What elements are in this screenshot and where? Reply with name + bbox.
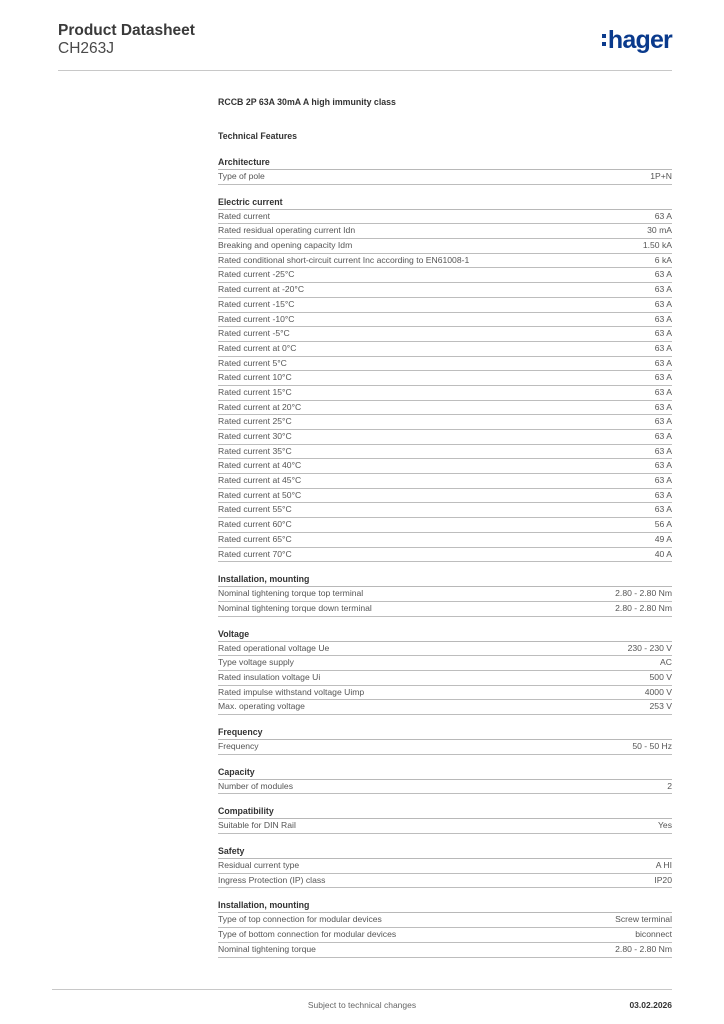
- feature-value: 40 A: [654, 548, 672, 559]
- section-title: Electric current: [218, 195, 672, 210]
- feature-value: 1.50 kA: [642, 240, 672, 251]
- feature-row: [218, 327, 672, 342]
- page-footer: [52, 989, 672, 1020]
- feature-label: Max. operating voltage: [218, 701, 305, 712]
- feature-label: Rated current 55°C: [218, 504, 292, 515]
- feature-label: Rated current 70°C: [218, 548, 292, 559]
- section-title: Voltage: [218, 627, 672, 642]
- feature-row: [218, 819, 672, 834]
- feature-value: 50 - 50 Hz: [632, 741, 672, 751]
- feature-label: Rated insulation voltage Ui: [218, 671, 321, 682]
- feature-value: 63 A: [654, 313, 672, 324]
- feature-section: [218, 765, 672, 795]
- feature-section: [218, 195, 672, 563]
- feature-sections: [218, 155, 672, 958]
- feature-label: Rated current at 40°C: [218, 460, 302, 471]
- feature-label: Suitable for DIN Rail: [218, 820, 296, 831]
- feature-value: 63 A: [654, 416, 672, 427]
- feature-row: [218, 283, 672, 298]
- hager-logo: [602, 26, 672, 54]
- feature-value: 2.80 - 2.80 Nm: [615, 602, 672, 613]
- feature-row: [218, 430, 672, 445]
- feature-value: 63 A: [654, 284, 672, 295]
- feature-row: [218, 239, 672, 254]
- feature-value: 63 A: [654, 298, 672, 309]
- feature-row: [218, 874, 672, 889]
- section-title: Compatibility: [218, 804, 672, 819]
- feature-label: Nominal tightening torque down terminal: [218, 602, 372, 613]
- feature-label: Rated current 5°C: [218, 357, 287, 368]
- feature-value: 63 A: [654, 489, 672, 500]
- feature-row: [218, 656, 672, 671]
- feature-row: [218, 298, 672, 313]
- feature-label: Rated current at 20°C: [218, 401, 302, 412]
- feature-row: [218, 371, 672, 386]
- feature-row: [218, 415, 672, 430]
- feature-label: Rated current at 45°C: [218, 475, 302, 486]
- feature-row: [218, 686, 672, 701]
- feature-row: [218, 859, 672, 874]
- feature-row: [218, 587, 672, 602]
- feature-label: Rated conditional short-circuit current Inc according to EN61008-1: [218, 254, 470, 265]
- feature-row: [218, 533, 672, 548]
- feature-label: Rated current 25°C: [218, 416, 292, 427]
- feature-value: AC: [660, 657, 672, 668]
- feature-row: [218, 401, 672, 416]
- feature-label: Residual current type: [218, 860, 300, 871]
- feature-label: Rated current 30°C: [218, 431, 292, 441]
- feature-label: Number of modules: [218, 780, 293, 791]
- feature-label: Nominal tightening torque top terminal: [218, 588, 364, 599]
- footer-note: Subject to technical changes: [307, 1000, 417, 1010]
- feature-value: 63 A: [654, 475, 672, 486]
- feature-value: Screw terminal: [615, 914, 672, 925]
- product-description: RCCB 2P 63A 30mA A high immunity class: [218, 97, 396, 107]
- feature-row: [218, 445, 672, 460]
- feature-label: Rated current 60°C: [218, 519, 292, 530]
- feature-value: 63 A: [654, 342, 672, 353]
- feature-section: [218, 844, 672, 888]
- section-title: Capacity: [218, 765, 672, 780]
- feature-value: 63 A: [654, 386, 672, 397]
- feature-value: 2.80 - 2.80 Nm: [615, 943, 672, 954]
- feature-row: [218, 170, 672, 185]
- feature-row: [218, 943, 672, 958]
- feature-value: 500 V: [649, 671, 672, 682]
- feature-row: [218, 928, 672, 943]
- feature-label: Rated current -25°C: [218, 269, 295, 280]
- feature-value: 2.80 - 2.80 Nm: [615, 588, 672, 599]
- feature-row: [218, 210, 672, 225]
- feature-row: [218, 913, 672, 928]
- section-title: Safety: [218, 844, 672, 859]
- feature-section: [218, 804, 672, 834]
- feature-value: 63 A: [654, 328, 672, 339]
- feature-label: Rated impulse withstand voltage Uimp: [218, 686, 365, 697]
- feature-value: 63 A: [654, 269, 672, 280]
- feature-label: Rated current at 0°C: [218, 342, 297, 353]
- feature-row: [218, 357, 672, 372]
- feature-label: Type of bottom connection for modular devices: [218, 929, 397, 940]
- feature-value: 253 V: [649, 701, 672, 712]
- feature-label: Rated current -10°C: [218, 313, 295, 324]
- feature-row: [218, 642, 672, 657]
- document-title: Product Datasheet: [58, 22, 195, 39]
- feature-value: 63 A: [654, 372, 672, 383]
- footer-date: 03.02.2026: [629, 1000, 672, 1010]
- feature-label: Rated current: [218, 210, 271, 221]
- feature-label: Frequency: [218, 741, 259, 751]
- feature-row: [218, 224, 672, 239]
- section-title: Installation, mounting: [218, 898, 672, 913]
- feature-row: [218, 474, 672, 489]
- feature-value: 230 - 230 V: [627, 642, 672, 653]
- feature-row: [218, 548, 672, 563]
- feature-value: 1P+N: [650, 171, 672, 181]
- feature-label: Breaking and opening capacity Idm: [218, 240, 353, 251]
- feature-row: [218, 700, 672, 715]
- feature-label: Rated current 65°C: [218, 533, 292, 544]
- section-title: Installation, mounting: [218, 572, 672, 587]
- feature-row: [218, 780, 672, 795]
- feature-value: 63 A: [654, 210, 672, 221]
- feature-label: Ingress Protection (IP) class: [218, 874, 326, 885]
- feature-row: [218, 489, 672, 504]
- feature-value: 63 A: [654, 431, 672, 441]
- feature-label: Rated current 10°C: [218, 372, 292, 383]
- feature-label: Rated current at 50°C: [218, 489, 302, 500]
- feature-value: 63 A: [654, 504, 672, 515]
- feature-value: 63 A: [654, 357, 672, 368]
- feature-row: [218, 268, 672, 283]
- feature-row: [218, 254, 672, 269]
- feature-section: [218, 572, 672, 616]
- feature-value: 6 kA: [654, 254, 672, 265]
- feature-section: [218, 898, 672, 957]
- technical-features-heading: Technical Features: [218, 131, 298, 141]
- feature-label: Type voltage supply: [218, 657, 294, 668]
- feature-value: Yes: [657, 820, 672, 831]
- feature-value: 63 A: [654, 460, 672, 471]
- feature-row: [218, 459, 672, 474]
- feature-row: [218, 386, 672, 401]
- feature-row: [218, 518, 672, 533]
- feature-value: 2: [667, 780, 672, 791]
- logo-text: hager: [607, 26, 672, 54]
- feature-value: 56 A: [654, 519, 672, 530]
- feature-label: Rated current at -20°C: [218, 284, 305, 295]
- feature-row: [218, 740, 672, 755]
- product-code: CH263J: [58, 40, 114, 57]
- datasheet-content: [218, 95, 672, 958]
- section-title: Frequency: [218, 725, 672, 740]
- feature-section: [218, 627, 672, 715]
- feature-row: [218, 602, 672, 617]
- feature-label: Rated current 35°C: [218, 445, 292, 456]
- feature-label: Type of top connection for modular devices: [218, 914, 382, 925]
- feature-value: A HI: [655, 860, 672, 871]
- logo-dots-icon: [602, 32, 606, 48]
- feature-label: Type of pole: [218, 171, 265, 181]
- feature-row: [218, 671, 672, 686]
- feature-label: Rated current -5°C: [218, 328, 290, 339]
- section-title: Architecture: [218, 155, 672, 170]
- feature-value: IP20: [654, 874, 672, 885]
- feature-value: 63 A: [654, 445, 672, 456]
- feature-section: [218, 725, 672, 755]
- feature-section: [218, 155, 672, 185]
- feature-label: Rated current -15°C: [218, 298, 295, 309]
- feature-value: 30 mA: [647, 225, 672, 236]
- feature-row: [218, 342, 672, 357]
- feature-label: Rated current 15°C: [218, 386, 292, 397]
- feature-label: Nominal tightening torque: [218, 943, 316, 954]
- feature-label: Rated operational voltage Ue: [218, 642, 330, 653]
- page-header: [58, 20, 672, 71]
- feature-value: 49 A: [654, 533, 672, 544]
- feature-value: 63 A: [654, 401, 672, 412]
- feature-row: [218, 503, 672, 518]
- feature-row: [218, 313, 672, 328]
- feature-label: Rated residual operating current Idn: [218, 225, 356, 236]
- feature-value: 4000 V: [644, 686, 672, 697]
- feature-value: biconnect: [635, 929, 672, 940]
